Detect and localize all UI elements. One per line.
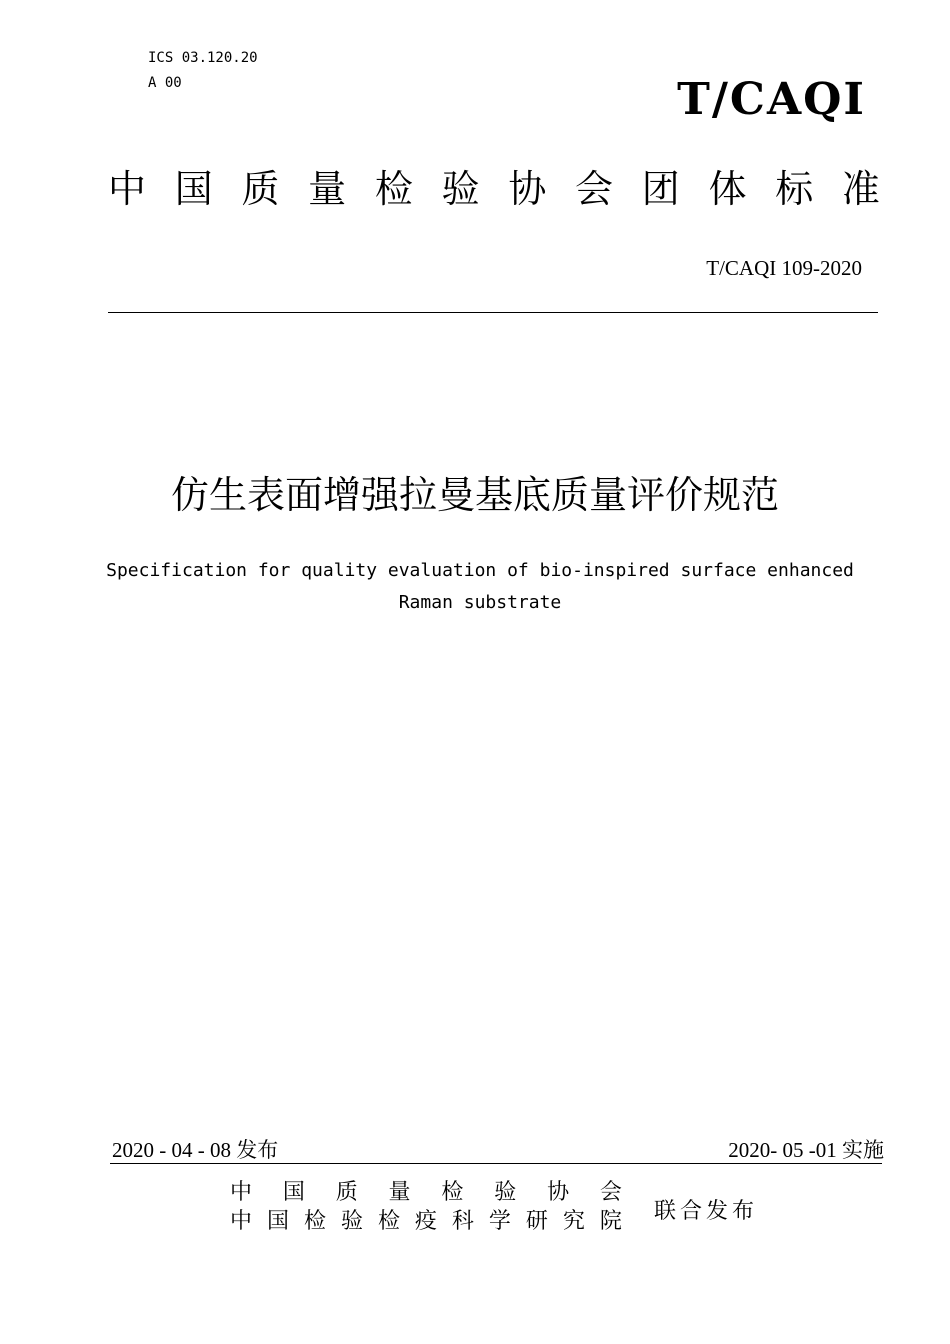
publisher-caiq: [230, 1208, 622, 1236]
heading-character: 量: [308, 167, 347, 211]
heading-character: 国: [266, 1209, 289, 1234]
joint-issue-label: 联合发布: [654, 1199, 759, 1224]
document-title-english: [40, 555, 920, 619]
implementation-date: 2020- 05 -01 实施: [728, 1138, 884, 1162]
organization-title: [108, 166, 880, 212]
english-title-line-2: Raman substrate: [398, 592, 562, 613]
ccs-code: A 00: [148, 75, 182, 91]
heading-character: 检: [441, 1180, 464, 1205]
standard-number: T/CAQI 109-2020: [706, 256, 862, 280]
heading-character: 质: [241, 167, 280, 211]
heading-character: 体: [708, 167, 747, 211]
ics-code: ICS 03.120.20: [148, 50, 258, 66]
heading-character: 科: [451, 1209, 474, 1234]
heading-character: 学: [488, 1209, 511, 1234]
heading-character: 会: [575, 167, 614, 211]
heading-character: 质: [335, 1180, 358, 1205]
heading-character: 准: [841, 167, 880, 211]
heading-character: 研: [525, 1209, 548, 1234]
heading-character: 检: [377, 1209, 400, 1234]
heading-character: 检: [374, 167, 413, 211]
heading-character: 验: [340, 1209, 363, 1234]
heading-character: 验: [494, 1180, 517, 1205]
heading-character: 疫: [414, 1209, 437, 1234]
heading-character: 验: [441, 167, 480, 211]
heading-character: 协: [508, 167, 547, 211]
heading-character: 团: [641, 167, 680, 211]
heading-character: 检: [303, 1209, 326, 1234]
standard-logo: T/CAQI: [677, 74, 866, 125]
heading-character: 国: [282, 1180, 305, 1205]
heading-character: 标: [775, 167, 814, 211]
header-divider: [108, 312, 878, 313]
heading-character: 院: [599, 1209, 622, 1234]
heading-character: 究: [562, 1209, 585, 1234]
english-title-line-1: Specification for quality evaluation of bio-inspired surface enhanced: [106, 560, 854, 581]
publisher-caqi: [230, 1179, 622, 1207]
heading-character: 中: [230, 1180, 253, 1205]
heading-character: 中: [108, 167, 147, 211]
issue-date: 2020 - 04 - 08 发布: [112, 1138, 279, 1162]
heading-character: 会: [599, 1180, 622, 1205]
heading-character: 协: [547, 1180, 570, 1205]
document-title-chinese: 仿生表面增强拉曼基底质量评价规范: [170, 473, 779, 517]
heading-character: 中: [230, 1209, 253, 1234]
footer-divider: [110, 1163, 882, 1164]
heading-character: 量: [388, 1180, 411, 1205]
heading-character: 国: [174, 167, 213, 211]
